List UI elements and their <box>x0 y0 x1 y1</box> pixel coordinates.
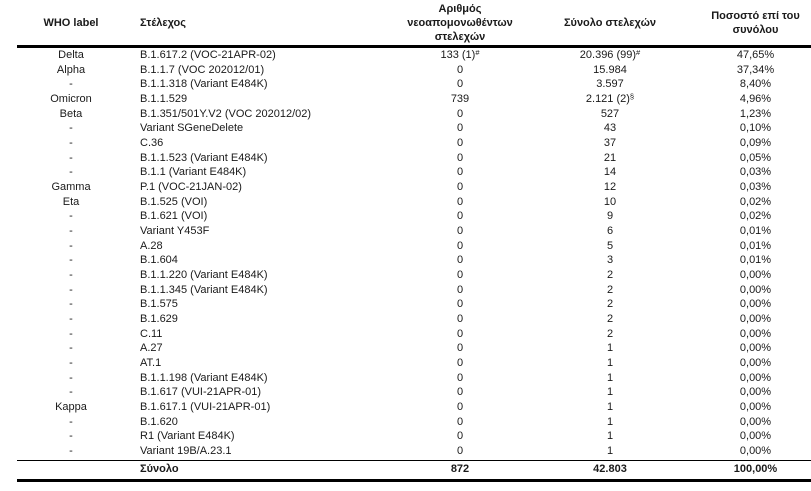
total-strains-cell <box>520 429 700 444</box>
total-strains-cell <box>520 283 700 298</box>
new-strains-value: 0 <box>456 78 464 91</box>
who-label-cell: - <box>69 269 73 282</box>
strain-cell: B.1.1.220 (Variant E484K) <box>140 269 268 282</box>
total-strains-value: 1 <box>606 401 614 414</box>
table-row <box>17 107 811 122</box>
total-strains-value: 5 <box>606 239 614 252</box>
table-row <box>17 209 811 224</box>
total-strains-value: 20.396 (99) <box>579 49 637 61</box>
total-strains-value: 37 <box>603 137 617 150</box>
percentage-cell: 0,00% <box>739 430 772 443</box>
who-label-cell: - <box>69 151 73 164</box>
strain-cell: B.1.629 <box>140 313 178 326</box>
total-strains-value: 1 <box>606 430 614 443</box>
total-percentage-cell: 100,00% <box>733 463 778 476</box>
percentage-cell: 37,34% <box>736 63 775 76</box>
new-strains-cell <box>400 151 520 166</box>
percentage-cell: 4,96% <box>739 93 772 106</box>
percentage-cell: 0,00% <box>739 269 772 282</box>
new-strains-cell <box>400 121 520 136</box>
new-strains-value: 0 <box>456 151 464 164</box>
new-strains-value: 0 <box>456 107 464 120</box>
table-row <box>17 92 811 107</box>
total-strains-cell <box>520 195 700 210</box>
new-strains-value: 0 <box>456 166 464 179</box>
table-row <box>17 268 811 283</box>
total-strains-value: 15.984 <box>593 63 627 76</box>
percentage-cell: 0,00% <box>739 298 772 311</box>
new-strains-cell <box>400 48 520 63</box>
new-strains-value: 0 <box>456 313 464 326</box>
new-strains-cell <box>400 136 520 151</box>
who-label-cell: - <box>69 298 73 311</box>
who-label-cell: - <box>69 78 73 91</box>
table-row <box>17 151 811 166</box>
new-strains-value: 0 <box>456 283 464 296</box>
percentage-cell: 0,00% <box>739 313 772 326</box>
percentage-cell: 0,03% <box>739 181 772 194</box>
strain-cell: C.36 <box>140 137 164 150</box>
new-strains-cell <box>400 63 520 78</box>
total-strains-cell <box>520 180 700 195</box>
new-strains-value: 0 <box>456 430 464 443</box>
new-strains-value: 0 <box>456 342 464 355</box>
strain-cell: B.1.1.529 <box>140 93 188 106</box>
table-row <box>17 48 811 63</box>
total-strains-cell <box>520 341 700 356</box>
total-strains-value: 3 <box>606 254 614 267</box>
strain-cell: B.1.525 (VOI) <box>140 195 208 208</box>
percentage-cell: 0,09% <box>739 137 772 150</box>
who-label-cell: - <box>69 445 73 458</box>
who-label-cell: - <box>69 313 73 326</box>
new-strains-cell <box>400 400 520 415</box>
new-strains-value: 0 <box>456 445 464 458</box>
new-strains-cell <box>400 429 520 444</box>
table-row <box>17 195 811 210</box>
column-header-strain: Στέλεχος <box>140 16 186 29</box>
new-strains-cell <box>400 77 520 92</box>
new-strains-value: 0 <box>456 401 464 414</box>
strain-cell: R1 (Variant E484K) <box>140 430 235 443</box>
new-strains-value: 0 <box>456 122 464 135</box>
new-strains-cell <box>400 312 520 327</box>
new-strains-cell <box>400 224 520 239</box>
total-strains-value: 43 <box>603 122 617 135</box>
new-strains-cell <box>400 239 520 254</box>
total-strains-cell <box>520 239 700 254</box>
total-strains-value: 1 <box>606 415 614 428</box>
total-strains-value: 1 <box>606 371 614 384</box>
total-strains-value: 1 <box>606 342 614 355</box>
column-header-percentage: Ποσοστό επί του συνόλου <box>711 9 800 36</box>
column-header-newly-isolated: Αριθμός νεοαπομονωθέντων στελεχών <box>407 2 513 43</box>
strain-cell: B.1.620 <box>140 415 178 428</box>
table-row <box>17 121 811 136</box>
table-row <box>17 356 811 371</box>
percentage-cell: 0,00% <box>739 445 772 458</box>
new-strains-cell <box>400 297 520 312</box>
who-label-cell: Kappa <box>55 401 87 414</box>
percentage-cell: 0,00% <box>739 371 772 384</box>
total-new-strains-cell: 872 <box>450 463 470 476</box>
percentage-cell: 0,03% <box>739 166 772 179</box>
strain-cell: Variant Y453F <box>140 225 210 238</box>
table-row <box>17 63 811 78</box>
total-strains-value: 10 <box>603 195 617 208</box>
total-strains-value: 1 <box>606 445 614 458</box>
new-strains-value: 0 <box>456 239 464 252</box>
table-row <box>17 415 811 430</box>
strain-cell: B.1.617.1 (VUI-21APR-01) <box>140 401 271 414</box>
total-strains-cell <box>520 415 700 430</box>
who-label-cell: - <box>69 430 73 443</box>
total-strains-value: 3.597 <box>596 78 624 91</box>
strain-cell: C.11 <box>140 327 163 340</box>
table-body <box>17 48 811 459</box>
who-label-cell: - <box>69 357 73 370</box>
total-strains-cell <box>520 151 700 166</box>
percentage-cell: 0,00% <box>739 415 772 428</box>
total-strains-footnote-mark: § <box>629 92 635 101</box>
total-strains-value: 2 <box>606 327 614 340</box>
strain-cell: B.1.1 (Variant E484K) <box>140 166 247 179</box>
new-strains-cell <box>400 209 520 224</box>
who-label-cell: - <box>69 371 73 384</box>
who-label-cell: Omicron <box>50 93 92 106</box>
new-strains-value: 0 <box>456 254 464 267</box>
new-strains-cell <box>400 283 520 298</box>
strain-cell: B.1.617 (VUI-21APR-01) <box>140 386 262 399</box>
total-strains-cell <box>520 121 700 136</box>
table-row <box>17 283 811 298</box>
new-strains-value: 0 <box>456 210 464 223</box>
total-strains-footnote-mark: # <box>636 48 641 57</box>
total-strains-value: 9 <box>606 210 614 223</box>
total-strains-cell <box>520 385 700 400</box>
strain-cell: B.1.575 <box>140 298 178 311</box>
total-strains-value: 6 <box>606 225 614 238</box>
who-label-cell: Beta <box>59 107 83 120</box>
who-label-cell: Delta <box>58 49 84 61</box>
total-strains-cell <box>520 444 700 459</box>
who-label-cell: - <box>69 166 73 179</box>
strain-cell: Variant 19B/A.23.1 <box>140 445 232 458</box>
total-strains-cell <box>520 327 700 342</box>
new-strains-cell <box>400 341 520 356</box>
new-strains-cell <box>400 195 520 210</box>
total-strains-cell: 42.803 <box>593 463 627 476</box>
total-strains-cell <box>520 77 700 92</box>
total-strains-value: 21 <box>603 151 617 164</box>
strain-cell: B.1.1.318 (Variant E484K) <box>140 78 268 91</box>
who-label-cell: - <box>69 210 73 223</box>
total-strains-cell <box>520 356 700 371</box>
total-strains-cell <box>520 400 700 415</box>
total-strains-cell <box>520 209 700 224</box>
strain-cell: B.1.604 <box>140 254 178 267</box>
total-strains-value: 1 <box>606 386 614 399</box>
total-strains-value: 527 <box>600 107 620 120</box>
new-strains-cell <box>400 107 520 122</box>
new-strains-cell <box>400 165 520 180</box>
who-label-cell: - <box>69 342 73 355</box>
new-strains-value: 0 <box>456 298 464 311</box>
percentage-cell: 0,00% <box>739 327 772 340</box>
total-strains-cell <box>520 312 700 327</box>
who-label-cell: - <box>69 239 73 252</box>
new-strains-cell <box>400 385 520 400</box>
percentage-cell: 47,65% <box>736 49 775 61</box>
new-strains-cell <box>400 327 520 342</box>
strain-cell: A.28 <box>140 239 163 252</box>
table-row <box>17 180 811 195</box>
percentage-cell: 0,10% <box>739 122 772 135</box>
strain-cell: AT.1 <box>140 357 162 370</box>
new-strains-value: 0 <box>456 195 464 208</box>
new-strains-value: 0 <box>456 63 464 76</box>
percentage-cell: 0,01% <box>739 239 772 252</box>
total-strains-cell <box>520 63 700 78</box>
table-row <box>17 77 811 92</box>
percentage-cell: 1,23% <box>739 107 772 120</box>
percentage-cell: 0,02% <box>739 210 772 223</box>
table-total-row <box>17 460 811 482</box>
strain-cell: B.1.1.7 (VOC 202012/01) <box>140 63 265 76</box>
total-strains-cell <box>520 107 700 122</box>
who-label-cell: - <box>69 225 73 238</box>
table-row <box>17 253 811 268</box>
strain-cell: B.1.621 (VOI) <box>140 210 208 223</box>
who-label-cell: Alpha <box>56 63 86 76</box>
total-strains-value: 2 <box>606 269 614 282</box>
new-strains-value: 0 <box>456 357 464 370</box>
new-strains-value: 0 <box>456 269 464 282</box>
percentage-cell: 0,02% <box>739 195 772 208</box>
who-label-cell: - <box>69 137 73 150</box>
total-strains-value: 2 <box>606 298 614 311</box>
table-row <box>17 444 811 459</box>
total-strains-cell <box>520 224 700 239</box>
total-strains-cell <box>520 253 700 268</box>
table-row <box>17 429 811 444</box>
new-strains-value: 0 <box>456 415 464 428</box>
who-label-cell: - <box>69 254 73 267</box>
new-strains-value: 0 <box>456 181 464 194</box>
table-row <box>17 136 811 151</box>
table-row <box>17 312 811 327</box>
new-strains-value: 0 <box>456 371 464 384</box>
table-header-row <box>17 0 811 48</box>
percentage-cell: 8,40% <box>739 78 772 91</box>
total-strains-value: 1 <box>606 357 614 370</box>
column-header-total-strains: Σύνολο στελεχών <box>563 16 657 29</box>
strain-cell: Variant SGeneDelete <box>140 122 244 135</box>
total-strains-cell <box>520 297 700 312</box>
percentage-cell: 0,00% <box>739 401 772 414</box>
new-strains-value: 0 <box>456 386 464 399</box>
new-strains-cell <box>400 356 520 371</box>
total-strains-cell <box>520 268 700 283</box>
total-label-cell: Σύνολο <box>140 463 179 476</box>
new-strains-cell <box>400 92 520 107</box>
table-row <box>17 400 811 415</box>
table-row <box>17 371 811 386</box>
total-strains-cell <box>520 371 700 386</box>
new-strains-cell <box>400 415 520 430</box>
strain-cell: B.1.617.2 (VOC-21APR-02) <box>140 49 276 61</box>
new-strains-value: 0 <box>456 137 464 150</box>
new-strains-value: 0 <box>456 327 464 340</box>
new-strains-footnote-mark: # <box>475 48 480 57</box>
who-label-cell: - <box>69 283 73 296</box>
who-label-cell: Gamma <box>51 181 91 194</box>
total-strains-cell <box>520 92 700 107</box>
new-strains-value: 0 <box>456 225 464 238</box>
strain-cell: B.1.351/501Y.V2 (VOC 202012/02) <box>140 107 312 120</box>
table-row <box>17 327 811 342</box>
percentage-cell: 0,00% <box>739 357 772 370</box>
total-strains-value: 14 <box>603 166 617 179</box>
percentage-cell: 0,00% <box>739 386 772 399</box>
total-strains-value: 2 <box>606 313 614 326</box>
percentage-cell: 0,00% <box>739 342 772 355</box>
new-strains-cell <box>400 268 520 283</box>
who-label-cell: - <box>69 122 73 135</box>
strain-cell: B.1.1.523 (Variant E484K) <box>140 151 268 164</box>
strain-cell: B.1.1.345 (Variant E484K) <box>140 283 268 296</box>
percentage-cell: 0,05% <box>739 151 772 164</box>
strain-cell: P.1 (VOC-21JAN-02) <box>140 181 242 194</box>
who-label-cell: - <box>69 327 73 340</box>
new-strains-cell <box>400 253 520 268</box>
total-strains-cell <box>520 165 700 180</box>
new-strains-cell <box>400 371 520 386</box>
new-strains-value: 739 <box>450 93 470 106</box>
who-label-cell: Eta <box>62 195 80 208</box>
who-label-cell: - <box>69 415 73 428</box>
column-header-who-label: WHO label <box>43 16 99 29</box>
table-row <box>17 165 811 180</box>
strain-cell: A.27 <box>140 342 163 355</box>
total-strains-value: 12 <box>603 181 617 194</box>
total-strains-cell <box>520 48 700 63</box>
percentage-cell: 0,01% <box>739 254 772 267</box>
total-strains-cell <box>520 136 700 151</box>
strain-cell: B.1.1.198 (Variant E484K) <box>140 371 268 384</box>
new-strains-value: 133 (1) <box>440 49 476 61</box>
total-strains-value: 2.121 (2) <box>585 93 630 106</box>
new-strains-cell <box>400 444 520 459</box>
table-row <box>17 239 811 254</box>
total-strains-value: 2 <box>606 283 614 296</box>
new-strains-cell <box>400 180 520 195</box>
who-label-cell: - <box>69 386 73 399</box>
percentage-cell: 0,01% <box>739 225 772 238</box>
table-row <box>17 224 811 239</box>
table-row <box>17 297 811 312</box>
table-row <box>17 385 811 400</box>
percentage-cell: 0,00% <box>739 283 772 296</box>
table-row <box>17 341 811 356</box>
